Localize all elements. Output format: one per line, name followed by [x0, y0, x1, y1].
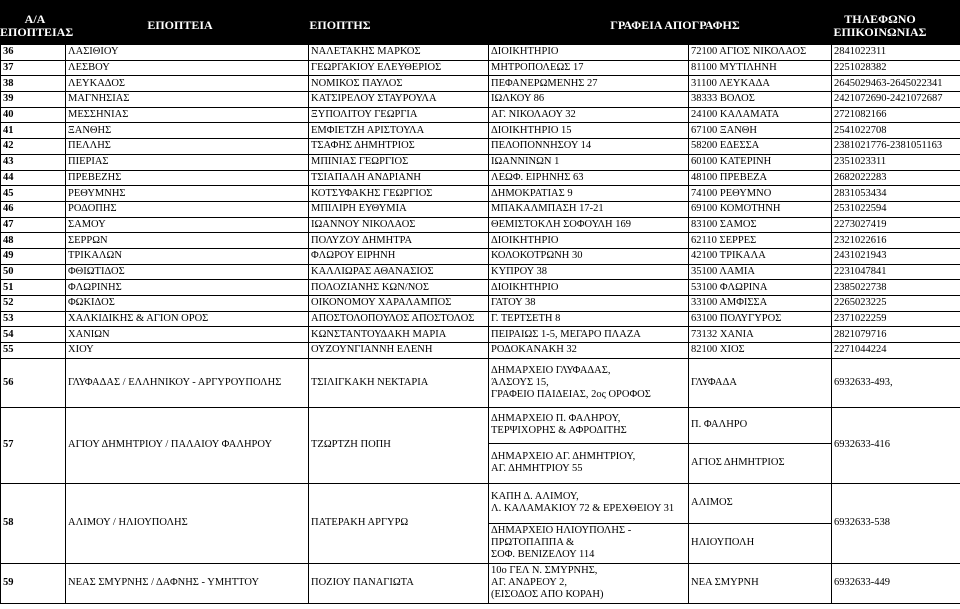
cell-region: ΦΘΙΩΤΙΔΟΣ	[66, 264, 309, 280]
cell-region: ΣΑΜΟΥ	[66, 217, 309, 233]
cell-city: 24100 ΚΑΛΑΜΑΤΑ	[689, 107, 832, 123]
cell-num: 46	[1, 201, 66, 217]
header-epopteia: ΕΠΟΠΤΕΙΑ	[147, 18, 213, 32]
cell-phone: 2321022616	[832, 233, 960, 249]
table-row	[1, 154, 960, 170]
cell-num: 54	[1, 327, 66, 343]
address-line: Λ. ΚΑΛΑΜΑΚΙΟΥ 72 & ΕΡΕΧΘΕΙΟΥ 31	[491, 503, 675, 515]
cell-num: 47	[1, 217, 66, 233]
cell-city: 62110 ΣΕΡΡΕΣ	[689, 233, 832, 249]
table-row	[1, 76, 960, 92]
table-row	[1, 170, 960, 186]
cell-address	[489, 407, 689, 443]
cell-address: ΛΕΩΦ. ΕΙΡΗΝΗΣ 63	[489, 170, 689, 186]
cell-phone: 2531022594	[832, 201, 960, 217]
cell-city: 69100 ΚΟΜΟΤΗΝΗ	[689, 201, 832, 217]
cell-phone: 2645029463-2645022341	[832, 76, 960, 92]
cell-address: ΠΕΙΡΑΙΩΣ 1-5, ΜΕΓΑΡΟ ΠΛΑΖΑ	[489, 327, 689, 343]
address-line: ΣΟΦ. ΒΕΝΙΖΕΛΟΥ 114	[491, 549, 595, 561]
cell-region: ΛΕΣΒΟΥ	[66, 60, 309, 76]
address-line: ΠΡΩΤΟΠΑΠΠΑ &	[491, 537, 575, 549]
cell-supervisor: ΤΣΙΛΙΓΚΑΚΗ ΝΕΚΤΑΡΙΑ	[309, 358, 489, 407]
cell-region: ΜΕΣΣΗΝΙΑΣ	[66, 107, 309, 123]
cell-city: 31100 ΛΕΥΚΑΔΑ	[689, 76, 832, 92]
cell-address: ΔΙΟΙΚΗΤΗΡΙΟ	[489, 45, 689, 61]
cell-num: 36	[1, 45, 66, 61]
cell-address	[489, 443, 689, 483]
cell-city: 33100 ΑΜΦΙΣΣΑ	[689, 296, 832, 312]
cell-region: ΜΑΓΝΗΣΙΑΣ	[66, 92, 309, 108]
cell-supervisor: ΟΥΖΟΥΝΓΙΑΝΝΗ ΕΛΕΝΗ	[309, 343, 489, 359]
cell-num: 51	[1, 280, 66, 296]
cell-supervisor: ΓΕΩΡΓΑΚΙΟΥ ΕΛΕΥΘΕΡΙΟΣ	[309, 60, 489, 76]
cell-region: ΦΛΩΡΙΝΗΣ	[66, 280, 309, 296]
cell-region: ΧΙΟΥ	[66, 343, 309, 359]
cell-address: ΙΩΑΝΝΙΝΩΝ 1	[489, 154, 689, 170]
table-row	[1, 327, 960, 343]
cell-region: ΧΑΛΚΙΔΙΚΗΣ & ΑΓΙΟΝ ΟΡΟΣ	[66, 311, 309, 327]
cell-city: 35100 ΛΑΜΙΑ	[689, 264, 832, 280]
cell-address: ΜΠΑΚΑΛΜΠΑΣΗ 17-21	[489, 201, 689, 217]
cell-city: 83100 ΣΑΜΟΣ	[689, 217, 832, 233]
cell-city: 73132 ΧΑΝΙΑ	[689, 327, 832, 343]
cell-region: ΑΓΙΟΥ ΔΗΜΗΤΡΙΟΥ / ΠΑΛΑΙΟΥ ΦΑΛΗΡΟΥ	[66, 407, 309, 483]
cell-num: 59	[1, 563, 66, 603]
cell-phone: 6932633-449	[832, 563, 960, 603]
address-line: 10ο ΓΕΛ Ν. ΣΜΥΡΝΗΣ,	[491, 565, 598, 577]
cell-region: ΦΩΚΙΔΟΣ	[66, 296, 309, 312]
cell-region: ΡΟΔΟΠΗΣ	[66, 201, 309, 217]
table-row	[1, 123, 960, 139]
table-row	[1, 296, 960, 312]
cell-num: 58	[1, 483, 66, 563]
table-row	[1, 264, 960, 280]
cell-phone: 2721082166	[832, 107, 960, 123]
table-row	[1, 407, 960, 443]
cell-region: ΛΕΥΚΑΔΟΣ	[66, 76, 309, 92]
cell-city: 63100 ΠΟΛΥΓΥΡΟΣ	[689, 311, 832, 327]
header-grafeia: ΓΡΑΦΕΙΑ ΑΠΟΓΡΑΦΗΣ	[610, 18, 740, 32]
cell-address: ΡΟΔΟΚΑΝΑΚΗ 32	[489, 343, 689, 359]
address-line: ΔΗΜΑΡΧΕΙΟ Π. ΦΑΛΗΡΟΥ,	[491, 413, 621, 425]
cell-address	[489, 358, 689, 407]
cell-phone: 2273027419	[832, 217, 960, 233]
cell-phone: 2271044224	[832, 343, 960, 359]
cell-region: ΞΑΝΘΗΣ	[66, 123, 309, 139]
cell-region: ΠΕΛΛΗΣ	[66, 139, 309, 155]
cell-city: 53100 ΦΛΩΡΙΝΑ	[689, 280, 832, 296]
cell-num: 38	[1, 76, 66, 92]
cell-city: 60100 ΚΑΤΕΡΙΝΗ	[689, 154, 832, 170]
cell-phone: 2265023225	[832, 296, 960, 312]
cell-supervisor: ΝΟΜΙΚΟΣ ΠΑΥΛΟΣ	[309, 76, 489, 92]
cell-supervisor: ΠΟΖΙΟΥ ΠΑΝΑΓΙΩΤΑ	[309, 563, 489, 603]
cell-city: ΝΕΑ ΣΜΥΡΝΗ	[689, 563, 832, 603]
cell-phone: 6932633-493,	[832, 358, 960, 407]
header-tilefono: ΤΗΛΕΦΩΝΟ ΕΠΙΚΟΙΝΩΝΙΑΣ	[833, 12, 927, 39]
cell-region: ΓΛΥΦΑΔΑΣ / ΕΛΛΗΝΙΚΟΥ - ΑΡΓΥΡΟΥΠΟΛΗΣ	[66, 358, 309, 407]
cell-city: ΑΓΙΟΣ ΔΗΜΗΤΡΙΟΣ	[689, 443, 832, 483]
table-row	[1, 186, 960, 202]
address-line: ΆΛΣΟΥΣ 15,	[491, 376, 549, 388]
cell-phone: 6932633-538	[832, 483, 960, 563]
table-row	[1, 311, 960, 327]
cell-phone: 2821079716	[832, 327, 960, 343]
cell-region: ΠΡΕΒΕΖΗΣ	[66, 170, 309, 186]
census-offices-table	[0, 44, 960, 604]
cell-supervisor: ΜΠΙΝΙΑΣ ΓΕΩΡΓΙΟΣ	[309, 154, 489, 170]
table-row	[1, 201, 960, 217]
cell-address: ΔΙΟΙΚΗΤΗΡΙΟ 15	[489, 123, 689, 139]
cell-address: ΔΙΟΙΚΗΤΗΡΙΟ	[489, 233, 689, 249]
cell-num: 42	[1, 139, 66, 155]
cell-phone: 2431021943	[832, 248, 960, 264]
cell-address: ΠΕΛΟΠΟΝΝΗΣΟΥ 14	[489, 139, 689, 155]
address-line: ΑΓ. ΑΝΔΡΕΟΥ 2,	[491, 577, 567, 589]
cell-address: ΔΗΜΟΚΡΑΤΙΑΣ 9	[489, 186, 689, 202]
cell-region: ΣΕΡΡΩΝ	[66, 233, 309, 249]
cell-city: 48100 ΠΡΕΒΕΖΑ	[689, 170, 832, 186]
header-epoptis: ΕΠΟΠΤΗΣ	[309, 18, 371, 32]
cell-supervisor: ΞΥΠΟΛΙΤΟΥ ΓΕΩΡΓΙΑ	[309, 107, 489, 123]
cell-address: Γ. ΤΕΡΤΣΕΤΗ 8	[489, 311, 689, 327]
cell-region: ΑΛΙΜΟΥ / ΗΛΙΟΥΠΟΛΗΣ	[66, 483, 309, 563]
cell-city: 72100 ΑΓΙΟΣ ΝΙΚΟΛΑΟΣ	[689, 45, 832, 61]
cell-address: ΠΕΦΑΝΕΡΩΜΕΝΗΣ 27	[489, 76, 689, 92]
cell-num: 37	[1, 60, 66, 76]
cell-city: ΓΛΥΦΑΔΑ	[689, 358, 832, 407]
cell-phone: 2831053434	[832, 186, 960, 202]
table-row	[1, 248, 960, 264]
cell-address: ΜΗΤΡΟΠΟΛΕΩΣ 17	[489, 60, 689, 76]
cell-phone: 2351023311	[832, 154, 960, 170]
cell-num: 56	[1, 358, 66, 407]
table-row	[1, 483, 960, 523]
cell-address	[489, 563, 689, 603]
cell-num: 49	[1, 248, 66, 264]
table-row	[1, 563, 960, 603]
cell-region: ΠΙΕΡΙΑΣ	[66, 154, 309, 170]
cell-city: Π. ΦΑΛΗΡΟ	[689, 407, 832, 443]
cell-phone: 2385022738	[832, 280, 960, 296]
cell-supervisor: ΚΟΤΣΥΦΑΚΗΣ ΓΕΩΡΓΙΟΣ	[309, 186, 489, 202]
address-line: ΓΡΑΦΕΙΟ ΠΑΙΔΕΙΑΣ, 2ος ΟΡΟΦΟΣ	[491, 388, 651, 400]
cell-num: 39	[1, 92, 66, 108]
cell-phone: 2251028382	[832, 60, 960, 76]
cell-supervisor: ΙΩΑΝΝΟΥ ΝΙΚΟΛΑΟΣ	[309, 217, 489, 233]
cell-supervisor: ΜΠΙΛΙΡΗ ΕΥΘΥΜΙΑ	[309, 201, 489, 217]
cell-region: ΡΕΘΥΜΝΗΣ	[66, 186, 309, 202]
cell-supervisor: ΚΑΤΣΙΡΕΛΟΥ ΣΤΑΥΡΟΥΛΑ	[309, 92, 489, 108]
cell-city: 67100 ΞΑΝΘΗ	[689, 123, 832, 139]
table-row	[1, 343, 960, 359]
cell-city: ΑΛΙΜΟΣ	[689, 483, 832, 523]
cell-region: ΧΑΝΙΩΝ	[66, 327, 309, 343]
cell-phone: 2541022708	[832, 123, 960, 139]
table-row	[1, 280, 960, 296]
cell-city: 58200 ΕΔΕΣΣΑ	[689, 139, 832, 155]
cell-phone: 2231047841	[832, 264, 960, 280]
cell-address: ΚΟΛΟΚΟΤΡΩΝΗ 30	[489, 248, 689, 264]
address-line: ΔΗΜΑΡΧΕΙΟ ΑΓ. ΔΗΜΗΤΡΙΟΥ,	[491, 451, 636, 463]
cell-supervisor: ΤΣΙΑΠΑΛΗ ΑΝΔΡΙΑΝΗ	[309, 170, 489, 186]
cell-city: ΗΛΙΟΥΠΟΛΗ	[689, 523, 832, 563]
address-line: (ΕΙΣΟΔΟΣ ΑΠΟ ΚΟΡΑΗ)	[491, 589, 604, 601]
cell-city: 42100 ΤΡΙΚΑΛΑ	[689, 248, 832, 264]
cell-num: 48	[1, 233, 66, 249]
cell-address: ΘΕΜΙΣΤΟΚΛΗ ΣΟΦΟΥΛΗ 169	[489, 217, 689, 233]
cell-num: 45	[1, 186, 66, 202]
cell-phone: 2421072690-2421072687	[832, 92, 960, 108]
cell-address: ΔΙΟΙΚΗΤΗΡΙΟ	[489, 280, 689, 296]
address-line: ΑΓ. ΔΗΜΗΤΡΙΟΥ 55	[491, 463, 583, 475]
table-row	[1, 217, 960, 233]
cell-num: 55	[1, 343, 66, 359]
cell-supervisor: ΟΙΚΟΝΟΜΟΥ ΧΑΡΑΛΑΜΠΟΣ	[309, 296, 489, 312]
cell-supervisor: ΠΑΤΕΡΑΚΗ ΑΡΓΥΡΩ	[309, 483, 489, 563]
cell-city: 81100 ΜΥΤΙΛΗΝΗ	[689, 60, 832, 76]
cell-supervisor: ΠΟΛΥΖΟΥ ΔΗΜΗΤΡΑ	[309, 233, 489, 249]
cell-city: 82100 ΧΙΟΣ	[689, 343, 832, 359]
cell-supervisor: ΤΖΩΡΤΖΗ ΠΟΠΗ	[309, 407, 489, 483]
cell-num: 50	[1, 264, 66, 280]
table-header	[0, 0, 960, 44]
cell-city: 74100 ΡΕΘΥΜΝΟ	[689, 186, 832, 202]
cell-num: 52	[1, 296, 66, 312]
cell-num: 53	[1, 311, 66, 327]
cell-address: ΚΥΠΡΟΥ 38	[489, 264, 689, 280]
table-row	[1, 233, 960, 249]
table-row	[1, 45, 960, 61]
cell-num: 41	[1, 123, 66, 139]
cell-region: ΤΡΙΚΑΛΩΝ	[66, 248, 309, 264]
cell-address: ΓΑΤΟΥ 38	[489, 296, 689, 312]
cell-address	[489, 483, 689, 523]
cell-num: 40	[1, 107, 66, 123]
cell-num: 44	[1, 170, 66, 186]
cell-supervisor: ΑΠΟΣΤΟΛΟΠΟΥΛΟΣ ΑΠΟΣΤΟΛΟΣ	[309, 311, 489, 327]
cell-supervisor: ΝΑΛΕΤΑΚΗΣ ΜΑΡΚΟΣ	[309, 45, 489, 61]
cell-phone: 2381021776-2381051163	[832, 139, 960, 155]
cell-num: 57	[1, 407, 66, 483]
cell-phone: 2841022311	[832, 45, 960, 61]
table-row	[1, 107, 960, 123]
cell-address	[489, 523, 689, 563]
cell-supervisor: ΠΟΛΟΖΙΑΝΗΣ ΚΩΝ/ΝΟΣ	[309, 280, 489, 296]
cell-address: ΑΓ. ΝΙΚΟΛΑΟΥ 32	[489, 107, 689, 123]
cell-supervisor: ΦΛΩΡΟΥ ΕΙΡΗΝΗ	[309, 248, 489, 264]
address-line: ΔΗΜΑΡΧΕΙΟ ΓΛΥΦΑΔΑΣ,	[491, 364, 611, 376]
address-line: ΤΕΡΨΙΧΟΡΗΣ & ΑΦΡΟΔΙΤΗΣ	[491, 425, 627, 437]
address-line: ΚΑΠΗ Δ. ΑΛΙΜΟΥ,	[491, 491, 579, 503]
cell-city: 38333 ΒΟΛΟΣ	[689, 92, 832, 108]
cell-phone: 6932633-416	[832, 407, 960, 483]
cell-phone: 2682022283	[832, 170, 960, 186]
table-row	[1, 60, 960, 76]
cell-region: ΝΕΑΣ ΣΜΥΡΝΗΣ / ΔΑΦΝΗΣ - ΥΜΗΤΤΟΥ	[66, 563, 309, 603]
header-aa: Α/Α ΕΠΟΠΤΕΙΑΣ	[0, 12, 74, 39]
cell-supervisor: ΚΑΛΛΙΩΡΑΣ ΑΘΑΝΑΣΙΟΣ	[309, 264, 489, 280]
cell-phone: 2371022259	[832, 311, 960, 327]
address-line: ΔΗΜΑΡΧΕΙΟ ΗΛΙΟΥΠΟΛΗΣ -	[491, 525, 632, 537]
cell-region: ΛΑΣΙΘΙΟΥ	[66, 45, 309, 61]
table-row	[1, 92, 960, 108]
cell-supervisor: ΤΣΑΦΗΣ ΔΗΜΗΤΡΙΟΣ	[309, 139, 489, 155]
table-row	[1, 358, 960, 407]
cell-supervisor: ΚΩΝΣΤΑΝΤΟΥΔΑΚΗ ΜΑΡΙΑ	[309, 327, 489, 343]
cell-supervisor: ΕΜΦΙΕΤΖΗ ΑΡΙΣΤΟΥΛΑ	[309, 123, 489, 139]
cell-address: ΙΩΛΚΟΥ 86	[489, 92, 689, 108]
cell-num: 43	[1, 154, 66, 170]
table-row	[1, 139, 960, 155]
